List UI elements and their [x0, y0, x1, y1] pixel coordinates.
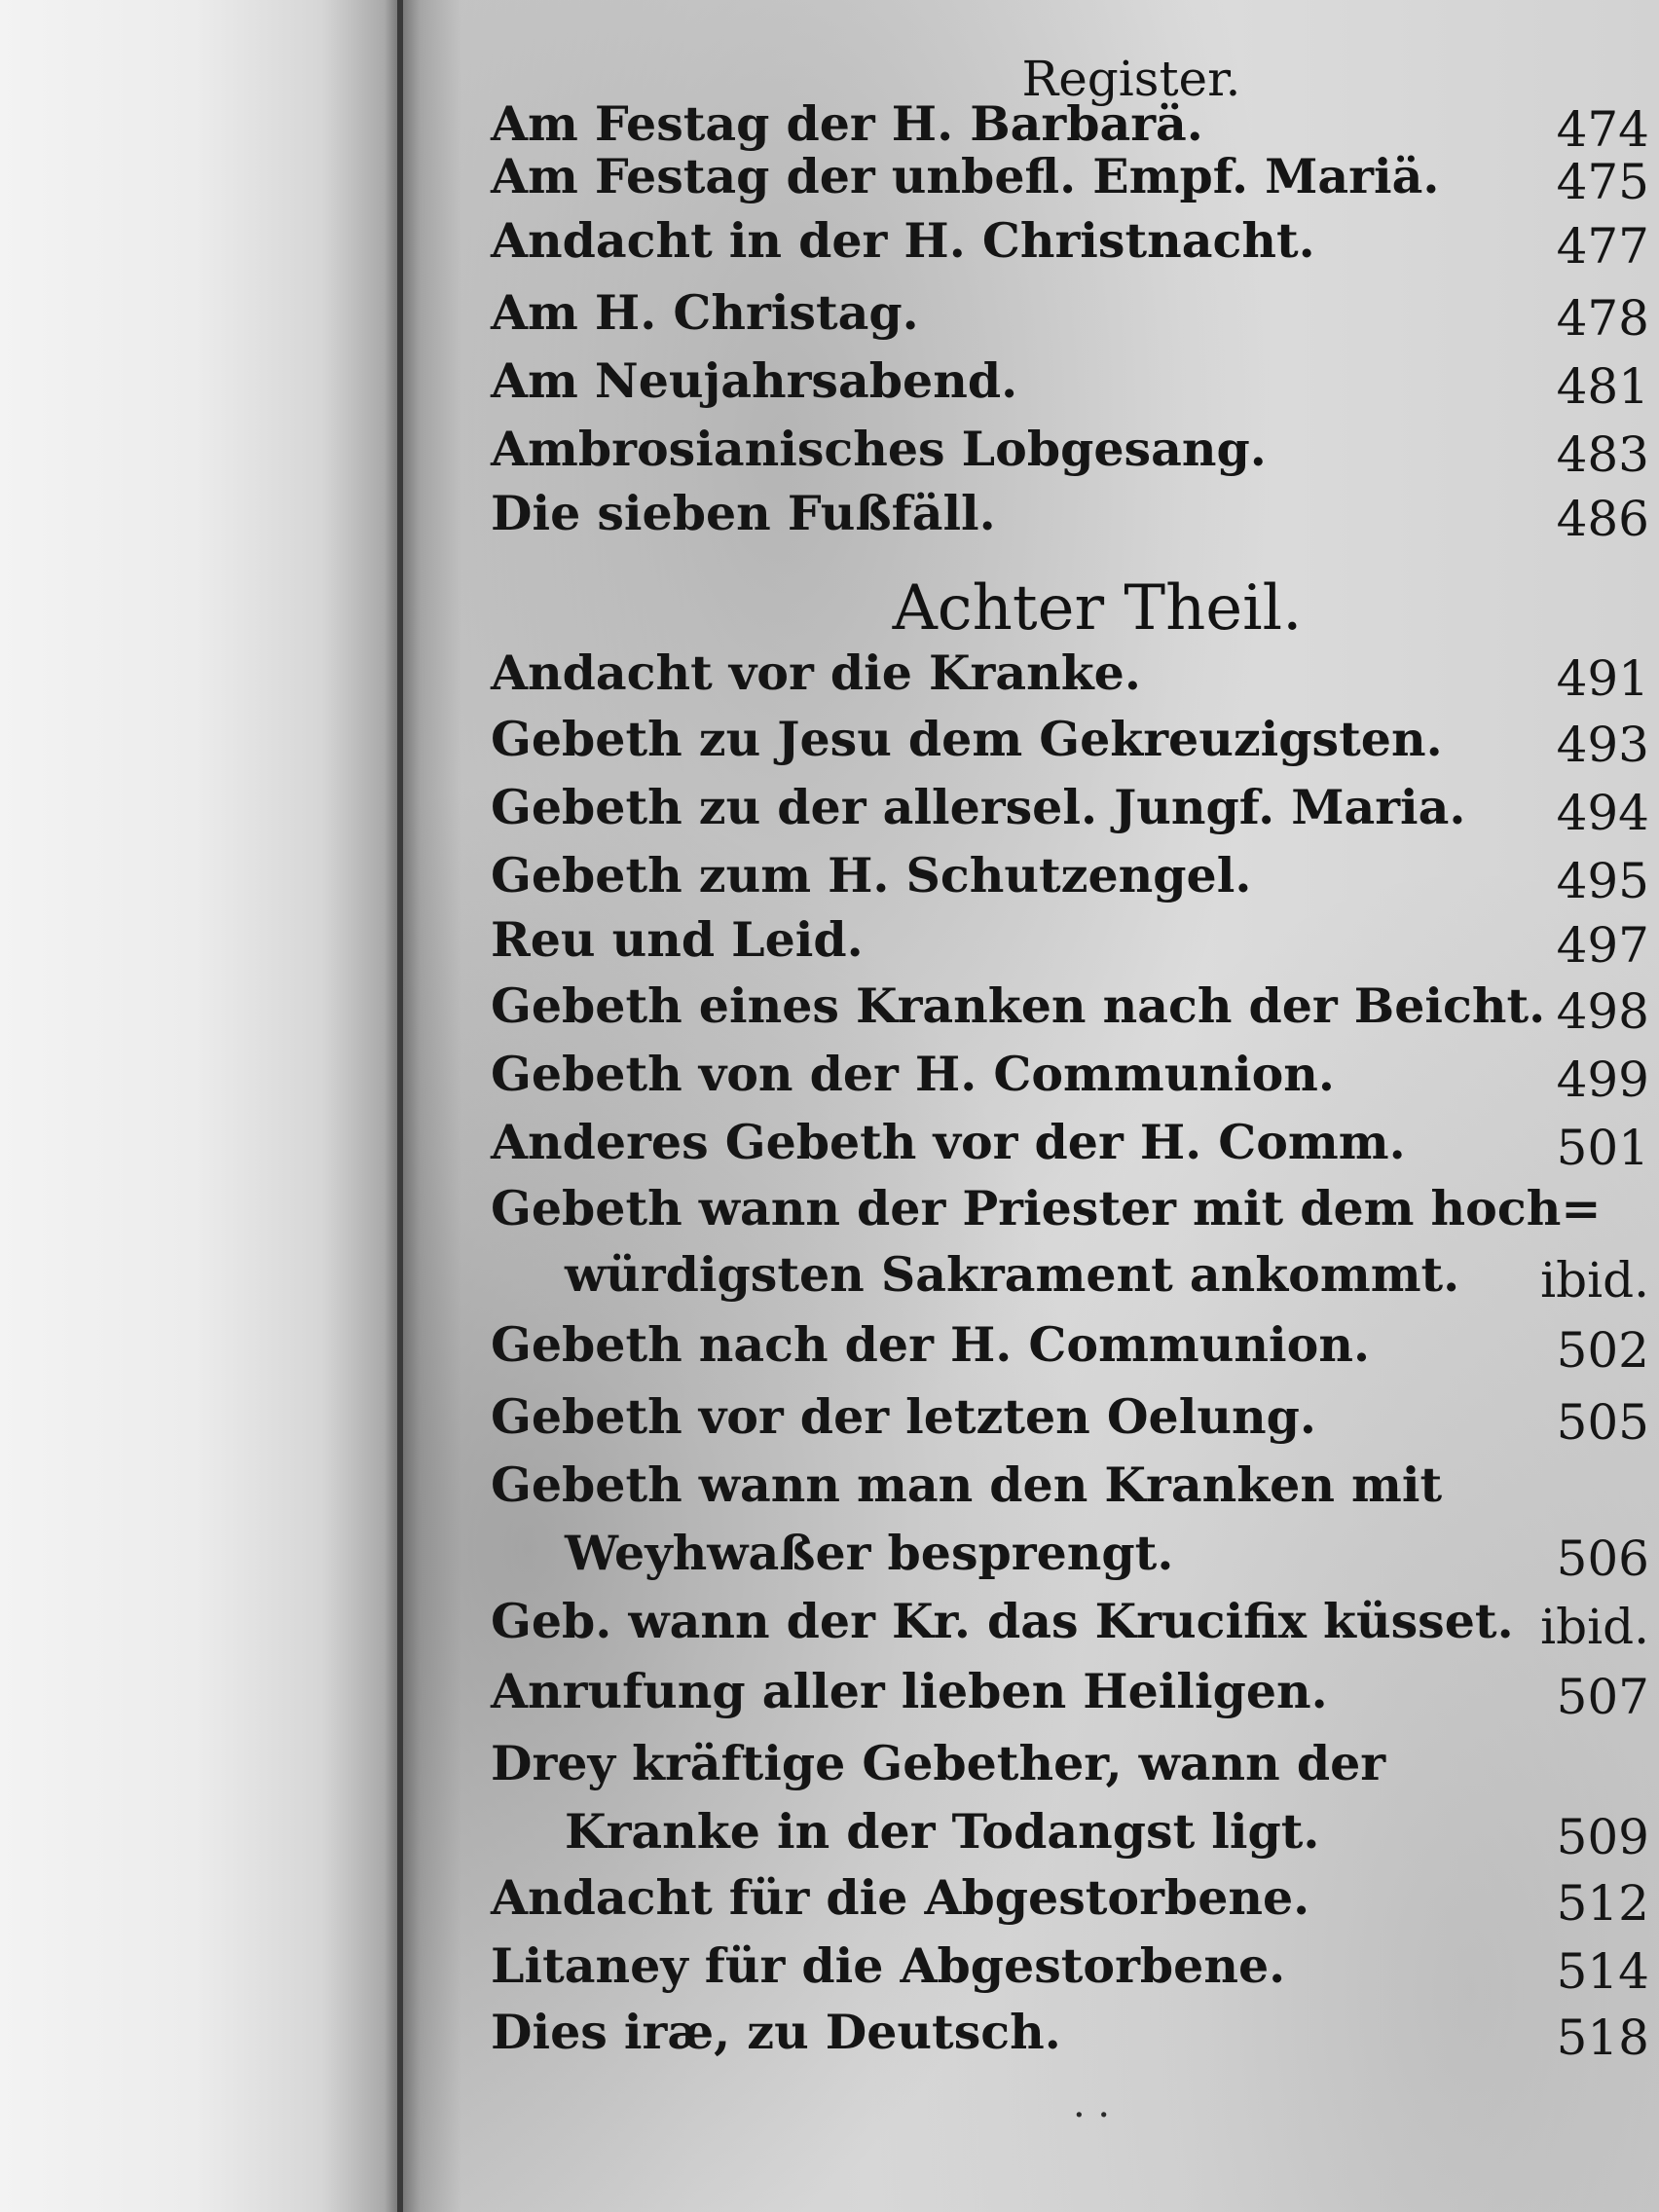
entry-title: Am Festag der H. Barbarä. — [491, 95, 1203, 152]
entry-title: Anrufung aller lieben Heiligen. — [491, 1663, 1328, 1719]
entry-page-number: 497 — [1556, 917, 1649, 974]
register-entry — [491, 1593, 1649, 1663]
entry-page-number: ibid. — [1540, 1252, 1649, 1309]
entry-page-number: 499 — [1556, 1051, 1649, 1108]
ornament-dots: · · — [1073, 2093, 1111, 2138]
register-entry — [491, 1803, 1649, 1873]
register-entry — [491, 485, 1649, 555]
register-entry — [491, 1456, 1649, 1527]
entry-page-number: 506 — [1556, 1530, 1649, 1587]
entry-title: Gebeth wann der Priester mit dem hoch= — [491, 1180, 1602, 1236]
register-entry — [491, 1869, 1649, 1939]
entry-page-number: 518 — [1556, 2009, 1649, 2066]
entry-title: würdigsten Sakrament ankommt. — [565, 1246, 1460, 1303]
entry-title: Die sieben Fußfäll. — [491, 485, 996, 541]
entry-page-number: 475 — [1556, 154, 1649, 210]
entry-page-number: 474 — [1556, 101, 1649, 158]
entry-title: Kranke in der Todangst ligt. — [565, 1803, 1320, 1860]
register-entry — [491, 1663, 1649, 1733]
register-entry — [491, 1180, 1649, 1250]
register-entry — [491, 212, 1649, 282]
entry-title: Gebeth wann man den Kranken mit — [491, 1456, 1443, 1513]
entry-page-number: 512 — [1556, 1875, 1649, 1932]
entry-page-number: 498 — [1556, 983, 1649, 1040]
entry-title: Anderes Gebeth vor der H. Comm. — [491, 1114, 1406, 1170]
register-entry — [491, 148, 1649, 218]
register-entry — [491, 1246, 1649, 1316]
entry-page-number: 493 — [1556, 717, 1649, 773]
entry-page-number: 505 — [1556, 1394, 1649, 1451]
entry-page-number: 477 — [1556, 218, 1649, 275]
entry-title: Gebeth von der H. Communion. — [491, 1046, 1335, 1102]
entry-title: Gebeth vor der letzten Oelung. — [491, 1388, 1316, 1445]
entry-page-number: 509 — [1556, 1809, 1649, 1865]
entry-page-number: ibid. — [1540, 1599, 1649, 1655]
entry-title: Drey kräftige Gebether, wann der — [491, 1735, 1386, 1791]
register-entry — [491, 847, 1649, 917]
page-header: Register. — [1021, 51, 1241, 107]
entry-page-number: 483 — [1556, 426, 1649, 483]
register-entry — [491, 284, 1649, 354]
register-entry — [491, 779, 1649, 849]
entry-title: Weyhwaßer besprengt. — [565, 1525, 1174, 1581]
entry-page-number: 478 — [1556, 290, 1649, 347]
register-entry — [491, 977, 1649, 1048]
register-entry — [491, 1316, 1649, 1386]
entry-page-number: 514 — [1556, 1943, 1649, 2000]
entry-title: Geb. wann der Kr. das Krucifix küsset. — [491, 1593, 1514, 1649]
entry-title: Ambrosianisches Lobgesang. — [491, 421, 1267, 477]
register-entry — [491, 645, 1649, 715]
entry-title: Gebeth eines Kranken nach der Beicht. — [491, 977, 1546, 1034]
register-entry — [491, 1937, 1649, 2008]
register-entry — [491, 911, 1649, 981]
entry-page-number: 501 — [1556, 1120, 1649, 1176]
entry-title: Dies iræ, zu Deutsch. — [491, 2004, 1061, 2060]
register-entry — [491, 1735, 1649, 1805]
entry-title: Reu und Leid. — [491, 911, 864, 968]
entry-page-number: 507 — [1556, 1669, 1649, 1725]
entry-page-number: 502 — [1556, 1322, 1649, 1379]
section-heading: Achter Theil. — [892, 572, 1303, 645]
register-entry — [491, 1525, 1649, 1595]
register-entry — [491, 1046, 1649, 1116]
underlying-page-edge — [0, 2183, 389, 2212]
register-entry — [491, 2004, 1649, 2074]
entry-page-number: 481 — [1556, 358, 1649, 415]
entry-title: Andacht vor die Kranke. — [491, 645, 1141, 701]
entry-title: Am Festag der unbefl. Empf. Mariä. — [491, 148, 1440, 204]
register-entry — [491, 421, 1649, 491]
entry-title: Litaney für die Abgestorbene. — [491, 1937, 1286, 1994]
entry-title: Andacht in der H. Christnacht. — [491, 212, 1315, 269]
register-entry — [491, 711, 1649, 781]
entry-page-number: 491 — [1556, 650, 1649, 707]
entry-title: Am H. Christag. — [491, 284, 919, 341]
entry-page-number: 495 — [1556, 853, 1649, 909]
entry-title: Gebeth zu Jesu dem Gekreuzigsten. — [491, 711, 1443, 767]
entry-page-number: 486 — [1556, 491, 1649, 547]
entry-title: Gebeth zu der allersel. Jungf. Maria. — [491, 779, 1466, 835]
register-entry — [491, 352, 1649, 423]
register-entry — [491, 1114, 1649, 1184]
entry-title: Am Neujahrsabend. — [491, 352, 1018, 409]
entry-page-number: 494 — [1556, 785, 1649, 841]
book-page — [397, 0, 1659, 2212]
entry-title: Gebeth zum H. Schutzengel. — [491, 847, 1252, 903]
entry-title: Andacht für die Abgestorbene. — [491, 1869, 1310, 1926]
register-entry — [491, 1388, 1649, 1458]
entry-title: Gebeth nach der H. Communion. — [491, 1316, 1371, 1373]
